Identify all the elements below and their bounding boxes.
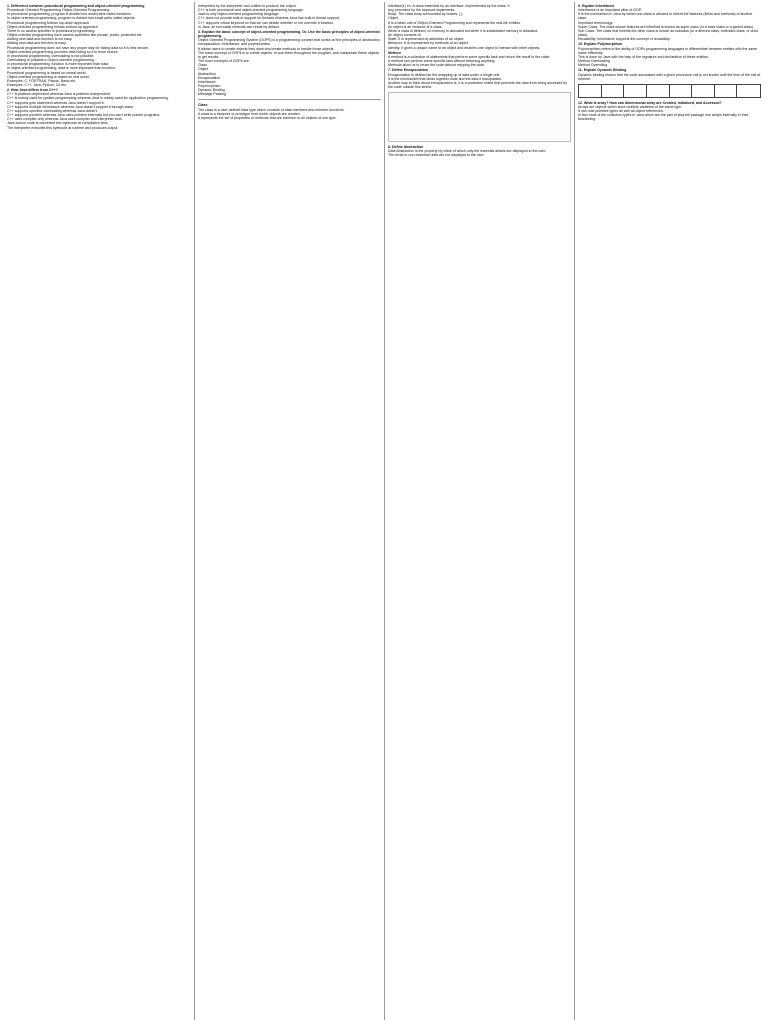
text-line: Procedural programming is based on unreal world. — [7, 70, 87, 75]
text-line: In procedural programming, function is more important than data. — [7, 62, 110, 67]
text-line: Arrays are objects which store multiple variables of the same type. — [578, 104, 683, 109]
text-line: State: It is represented by attributes of an object. — [388, 37, 465, 42]
text-line: C++ uses compiler only whereas Java uses compiler and interpreter both. — [7, 117, 123, 122]
text-line: Method Overriding — [578, 63, 608, 68]
section-heading: Method — [388, 50, 401, 55]
text-line: Object-oriented programming is based on real world. — [7, 74, 90, 79]
section-heading: 3. Explain the basic concept of object-oriented programming. Or, Use the basic principles of object-oriented programming. — [198, 29, 380, 39]
section-block — [7, 4, 191, 87]
section-block — [198, 4, 381, 29]
text-line: C++ supports multiple inheritance whereas Java doesn't support it through class. — [7, 104, 134, 109]
text-line: Dynamic binding means that the code associated with a given procedure call is not known until the time of the call at runtime. — [578, 72, 761, 81]
text-line: Reusability: Inheritance supports the concept of reusability. — [578, 37, 671, 42]
text-line: Adding new data and function is not easy. — [7, 37, 73, 42]
array-cell — [602, 85, 625, 97]
text-line: C++ supports virtual keyword so that we can decide whether or not override a function. — [198, 20, 335, 25]
text-line: Message Passing — [198, 92, 226, 97]
text-line: In object-oriented programming, program is divided into small parts called objects. — [7, 16, 136, 21]
array-cell — [715, 85, 738, 97]
text-line: A method is a collection of statements that perform some specific task and return the result to the caller. — [388, 54, 551, 59]
text-line: C++ is both procedural and object-oriented programming language. — [198, 8, 304, 13]
array-cell — [647, 85, 670, 97]
text-line: any, preceded by the keyword implements. — [388, 8, 456, 13]
text-line: It represents the set of properties or methods that are common to all objects of one type. — [198, 115, 337, 120]
text-line: In procedural programming, overloading is not possible. — [7, 53, 95, 58]
section-block — [578, 101, 761, 122]
section-heading: Class — [198, 103, 208, 108]
text-line: Body: The class body surrounded by braces, { }. — [388, 12, 464, 17]
text-line: In procedural programming, program is divided into small parts called functions. — [7, 12, 132, 17]
section-block — [388, 145, 571, 157]
column-2 — [194, 2, 384, 1020]
text-line: C++ does not provide built-in support for threads whereas Java has built-in thread support. — [198, 16, 340, 21]
diagram-figure — [388, 92, 571, 142]
text-line: C++ is platform-dependent whereas Java is platform-independent. — [7, 92, 111, 97]
text-line: Procedural Oriented Programming Object-Oriented Programming — [7, 8, 110, 13]
section-block — [578, 4, 761, 41]
column-4 — [574, 2, 764, 1020]
text-line: Java source code is converted into bytecode at compilation time. — [7, 121, 109, 126]
text-line: The trivial or non-essential units are not displayed to the user. — [388, 153, 485, 158]
array-cell — [624, 85, 647, 97]
text-line: Object-oriented programming follows bottom-up approach. — [7, 24, 99, 29]
text-line: An object is an instance of a class. — [388, 24, 443, 29]
text-line: It is the mechanism that binds together code and the data it manipulates. — [388, 76, 503, 81]
section-block — [578, 68, 761, 80]
text-line: There is no access specifier in procedural programming. — [7, 28, 96, 33]
text-line: Polymorphism refers to the ability of OOPs programming languages to differentiate between entities with the same name efficiently. — [578, 46, 758, 55]
text-line: Behavior: It is represented by methods of an object. — [388, 41, 470, 46]
section-heading: 1. Difference between procedural programming and object-oriented programming — [7, 4, 145, 8]
text-line: interface(1) ex: A class extended by an interface, implemented by the class. If — [388, 4, 510, 8]
array-cell — [579, 85, 602, 97]
text-line: Important terminology: — [578, 20, 614, 25]
section-block — [388, 68, 571, 89]
text-line: Class — [198, 63, 207, 68]
text-line: Adding new data and function is easy. — [7, 41, 67, 46]
text-line: Procedural programming does not have any proper way for hiding data so it is less secure. — [7, 45, 149, 50]
text-line: C++ supports operator overloading whereas Java doesn't. — [7, 108, 98, 113]
text-line: Object — [198, 67, 209, 72]
text-line: Examples: C++, Java, Python, C# etc. — [7, 82, 67, 87]
text-line: In fact most of the collection types in Java which are the part of java.util package use arrays internally in their functioning. — [578, 113, 749, 122]
text-line: It is the mechanism in Java by which one class is allowed to inherit the features (fields and methods) of another class. — [578, 12, 753, 21]
text-line: C++ supports pointers whereas Java uses pointers internally but you can't write pointer programs. — [7, 113, 161, 118]
divider — [198, 99, 381, 100]
text-line: The basic concept of OOPs is to create objects, re-use them throughout the program, and manipulate these objects to get results. — [198, 50, 379, 59]
text-line: The main concepts of OOPs are: — [198, 59, 250, 64]
text-line: In Java, all non-static methods are virtual by default. — [198, 24, 280, 29]
section-heading: 9. Explain Inheritance — [578, 4, 615, 8]
text-line: Method Overloading — [578, 59, 610, 64]
text-line: Java is only object-oriented programming language. — [198, 12, 280, 17]
text-line: Examples: C, FORTRAN, Pascal, Basic etc. — [7, 78, 77, 83]
text-line: Inheritance — [198, 79, 216, 84]
text-line: Overloading is possible in object-oriented programming. — [7, 58, 95, 63]
text-line: Another way to think about encapsulation is, it is a protective shield that prevents the data from being accessed by the code outside this shield. — [388, 80, 568, 89]
text-line: A method can perform some specific task without returning anything. — [388, 59, 496, 64]
text-line: A class is a blueprint or prototype from which objects are created. — [198, 111, 301, 116]
text-line: Abstraction — [198, 71, 216, 76]
text-line: Object Oriented Programming System (OOPS) is a programming concept that works on the principles of abstraction, encapsulation, inheritance, and polymorphism. — [198, 38, 381, 47]
text-line: Identity: It gives a unique name to an object and enables one object to interact with other objects. — [388, 45, 541, 50]
text-line: Super Class: The class whose features are inherited is known as super class (or a base class or a parent class). — [578, 24, 754, 29]
array-table-figure — [578, 84, 761, 98]
section-block — [198, 30, 381, 97]
column-1 — [4, 2, 194, 1020]
text-line: interpreted by the interpreter and outline to produce the output. — [198, 4, 297, 8]
section-heading: 7. Define Encapsulation — [388, 68, 429, 73]
text-line: It allows users to create objects they want and create methods to handle those objects. — [198, 46, 335, 51]
section-block — [388, 4, 571, 50]
array-cell — [737, 85, 760, 97]
text-line: The interpreter executes this bytecode at runtime and produces output. — [7, 125, 119, 130]
section-block — [388, 51, 571, 68]
section-heading: 2. How Java differs from C++? — [7, 88, 58, 93]
text-line: Sub Class: The class that inherits the other class is known as subclass (or a derived class, extended class, or child class). — [578, 28, 758, 38]
section-heading: 11. Explain Dynamic Binding — [578, 68, 627, 73]
text-line: Object-oriented programming have access specifiers like private, public, protected etc. — [7, 33, 143, 38]
text-line: It can hold primitive types as well as object references. — [578, 109, 664, 114]
section-block — [198, 103, 381, 120]
array-cell — [670, 85, 693, 97]
text-line: In object-oriented programming, data is more important than function. — [7, 66, 116, 71]
section-heading: 8. Define Abstraction — [388, 145, 424, 150]
text-line: When a class is defined, no memory is allocated but when it is instantiated memory is allocated. — [388, 28, 539, 33]
cheat-sheet-page — [4, 2, 764, 1022]
text-line: Object-oriented programming provides data hiding so it is more secure. — [7, 49, 119, 54]
text-line: The class is a user-defined data type which consists of data members and member functions. — [198, 107, 345, 112]
text-line: C++ supports goto statement whereas Java doesn't support it. — [7, 100, 105, 105]
text-line: Polymorphism — [198, 83, 221, 88]
text-line: Object — [388, 16, 399, 21]
text-line: Methods allow us to reuse the code without retyping the code. — [388, 63, 486, 68]
text-line: Data Abstraction is the property by virtue of which only the essential details are displayed to the user. — [388, 149, 547, 154]
text-line: C++ is mainly used for system programming whereas Java is mainly used for application programming. — [7, 96, 169, 101]
text-line: Procedural programming follows top-down approach. — [7, 20, 91, 25]
section-block — [578, 42, 761, 67]
text-line: Encapsulation — [198, 75, 221, 80]
text-line: Encapsulation is defined as the wrapping up of data under a single unit. — [388, 72, 501, 77]
text-line: An object consists of: — [388, 33, 422, 38]
column-3 — [384, 2, 574, 1020]
text-line: This is done by Java with the help of the signature and declaration of these entities. — [578, 54, 709, 59]
text-line: It is a basic unit of Object-Oriented Programming and represents the real-life entities. — [388, 20, 522, 25]
section-heading: 10. Explain Polymorphism — [578, 42, 623, 47]
text-line: Dynamic Binding — [198, 88, 225, 93]
section-block — [7, 88, 191, 130]
section-heading: 12. What is array? How can dimensional array are Created, Initialized, and Accessed? — [578, 100, 722, 105]
text-line: Inheritance is an important pillar of OOP. — [578, 8, 642, 13]
array-cell — [692, 85, 715, 97]
